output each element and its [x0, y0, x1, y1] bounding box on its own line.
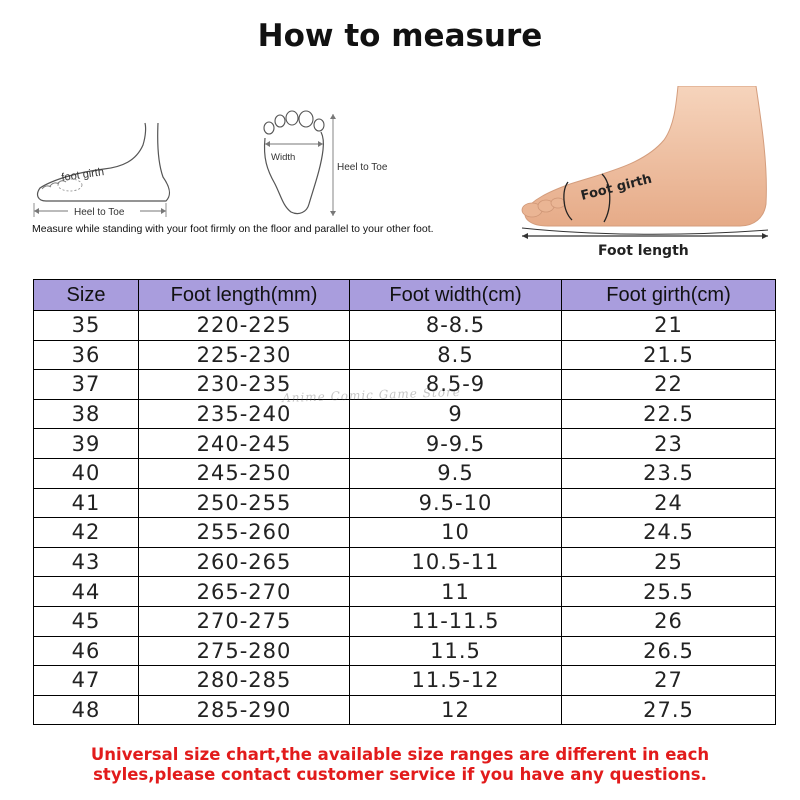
girth-cell: 26 [562, 606, 776, 636]
length-cell: 270-275 [139, 606, 350, 636]
width-cell: 12 [350, 695, 562, 725]
length-cell: 280-285 [139, 666, 350, 696]
page-title: How to measure [257, 18, 543, 54]
header-foot-width: Foot width(cm) [350, 280, 562, 311]
width-cell: 9-9.5 [350, 429, 562, 459]
size-cell: 39 [34, 429, 139, 459]
length-cell: 240-245 [139, 429, 350, 459]
size-cell: 36 [34, 340, 139, 370]
header-foot-girth: Foot girth(cm) [562, 280, 776, 311]
girth-cell: 21.5 [562, 340, 776, 370]
size-chart-table [33, 279, 776, 725]
table-row [34, 340, 776, 370]
width-cell: 10.5-11 [350, 547, 562, 577]
width-cell: 11 [350, 577, 562, 607]
store-watermark: Anime Comic Game Store [281, 384, 462, 406]
table-row [34, 488, 776, 518]
girth-cell: 22.5 [562, 399, 776, 429]
girth-cell: 27 [562, 666, 776, 696]
length-cell: 225-230 [139, 340, 350, 370]
size-notice [0, 745, 800, 785]
size-cell: 35 [34, 311, 139, 341]
side-foot-drawing [30, 115, 220, 220]
notice-line-1: Universal size chart,the available size ranges are different in each [90, 745, 710, 764]
size-cell: 44 [34, 577, 139, 607]
width-cell: 11.5 [350, 636, 562, 666]
header-size: Size [34, 280, 139, 311]
size-cell: 41 [34, 488, 139, 518]
girth-cell: 25.5 [562, 577, 776, 607]
table-row [34, 311, 776, 341]
width-cell: 11.5-12 [350, 666, 562, 696]
girth-cell: 27.5 [562, 695, 776, 725]
side-view-illustration [30, 115, 220, 220]
girth-cell: 22 [562, 370, 776, 400]
photo-length-label: Foot length [598, 243, 689, 259]
length-cell: 230-235 [139, 370, 350, 400]
sole-foot-drawing [255, 110, 415, 220]
measure-instructions: Measure while standing with your foot firmly on the floor and parallel to your other foot. [32, 223, 434, 235]
width-cell: 9 [350, 399, 562, 429]
width-cell: 10 [350, 518, 562, 548]
sole-view-illustration [255, 110, 415, 220]
width-cell: 11-11.5 [350, 606, 562, 636]
length-cell: 235-240 [139, 399, 350, 429]
width-cell: 9.5 [350, 458, 562, 488]
size-cell: 40 [34, 458, 139, 488]
girth-cell: 23.5 [562, 458, 776, 488]
width-cell: 8.5-9 [350, 370, 562, 400]
table-row [34, 458, 776, 488]
size-cell: 45 [34, 606, 139, 636]
length-cell: 220-225 [139, 311, 350, 341]
table-row [34, 666, 776, 696]
size-cell: 42 [34, 518, 139, 548]
table-row [34, 429, 776, 459]
size-cell: 47 [34, 666, 139, 696]
girth-cell: 25 [562, 547, 776, 577]
length-cell: 275-280 [139, 636, 350, 666]
foot-photo-drawing [518, 86, 770, 262]
length-cell: 285-290 [139, 695, 350, 725]
side-length-label: Heel to Toe [74, 207, 125, 218]
girth-cell: 24.5 [562, 518, 776, 548]
size-cell: 43 [34, 547, 139, 577]
size-cell: 38 [34, 399, 139, 429]
width-cell: 8.5 [350, 340, 562, 370]
girth-cell: 23 [562, 429, 776, 459]
width-cell: 9.5-10 [350, 488, 562, 518]
table-row [34, 518, 776, 548]
table-header-row [34, 280, 776, 311]
photo-girth-label: Foot girth [579, 171, 654, 204]
length-cell: 260-265 [139, 547, 350, 577]
length-cell: 265-270 [139, 577, 350, 607]
size-cell: 46 [34, 636, 139, 666]
table-row [34, 606, 776, 636]
table-row [34, 547, 776, 577]
size-cell: 48 [34, 695, 139, 725]
table-row [34, 370, 776, 400]
girth-cell: 24 [562, 488, 776, 518]
header-foot-length: Foot length(mm) [139, 280, 350, 311]
notice-line-2: styles,please contact customer service if you have any questions. [93, 765, 707, 784]
side-girth-label: foot girth [60, 166, 105, 184]
sole-width-label: Width [271, 152, 296, 163]
table-row [34, 695, 776, 725]
sole-length-label: Heel to Toe [337, 162, 388, 173]
length-cell: 245-250 [139, 458, 350, 488]
foot-photo-illustration [518, 86, 770, 262]
girth-cell: 26.5 [562, 636, 776, 666]
table-row [34, 577, 776, 607]
length-cell: 250-255 [139, 488, 350, 518]
table-row [34, 399, 776, 429]
size-cell: 37 [34, 370, 139, 400]
length-cell: 255-260 [139, 518, 350, 548]
table-row [34, 636, 776, 666]
girth-cell: 21 [562, 311, 776, 341]
width-cell: 8-8.5 [350, 311, 562, 341]
